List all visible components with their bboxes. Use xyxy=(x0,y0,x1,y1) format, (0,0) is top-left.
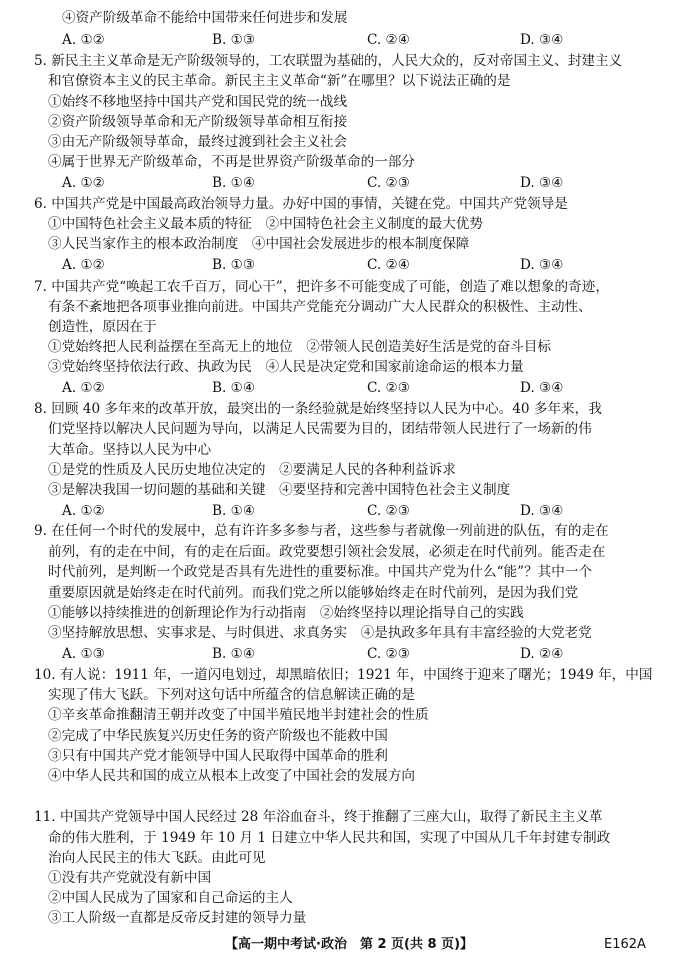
question-10-stem: 10. 有人说：1911 年，一道闪电划过，却黑暗依旧；1921 年，中国终于迎来了曙光；1949 年，中国 xyxy=(34,667,653,683)
question-6-stem: 6. 中国共产党是中国最高政治领导力量。办好中国的事情，关键在党。中国共产党领导是 xyxy=(34,196,568,212)
option-b: B. ①③ xyxy=(212,257,256,273)
answer-item: ①始终不移地坚持中国共产党和国民党的统一战线 xyxy=(48,94,348,110)
option-a: A. ①③ xyxy=(62,646,105,662)
option-b: B. ①④ xyxy=(212,646,256,662)
option-a: A. ①② xyxy=(62,503,105,519)
answer-item: ②资产阶级领导革命和无产阶级领导革命相互衔接 xyxy=(48,114,348,130)
option-d: D. ③④ xyxy=(520,380,564,396)
option-c: C. ②④ xyxy=(367,257,410,273)
question-10-stem-cont: 实现了伟大飞跃。下列对这句话中所蕴含的信息解读正确的是 xyxy=(48,687,416,703)
answer-item: ①辛亥革命推翻清王朝并改变了中国半殖民地半封建社会的性质 xyxy=(48,707,429,723)
question-11-stem-cont: 命的伟大胜利，于 1949 年 10 月 1 日建立中华人民共和国，实现了中国从几千年封建专制政 xyxy=(48,830,611,846)
answer-item: ③由无产阶级领导革命，最终过渡到社会主义社会 xyxy=(48,134,348,150)
question-9-stem-cont: 重要原因就是始终走在时代前列。而我们党之所以能够始终走在时代前列，是因为我们党 xyxy=(48,585,579,601)
answer-item: ①能够以持续推进的创新理论作为行动指南 ②始终坚持以理论指导自己的实践 xyxy=(48,605,524,621)
answer-item: ③坚持解放思想、实事求是、与时俱进、求真务实 ④是执政多年具有丰富经验的大党老党 xyxy=(48,625,592,641)
option-a: A. ①② xyxy=(62,32,105,48)
option-a: A. ①② xyxy=(62,257,105,273)
answer-item: ①中国特色社会主义最本质的特征 ②中国特色社会主义制度的最大优势 xyxy=(48,216,483,232)
option-d: D. ③④ xyxy=(520,503,564,519)
option-c: C. ②④ xyxy=(367,32,410,48)
answer-item: ④中华人民共和国的成立从根本上改变了中国社会的发展方向 xyxy=(48,768,416,784)
option-a: A. ①② xyxy=(62,175,105,191)
option-c: C. ②③ xyxy=(367,646,410,662)
option-c: C. ②③ xyxy=(367,380,410,396)
option-d: D. ③④ xyxy=(520,175,564,191)
option-b: B. ①④ xyxy=(212,175,256,191)
question-8-stem-cont: 们党坚持以解决人民问题为导向，以满足人民需要为目的，团结带领人民进行了一场新的伟 xyxy=(48,421,592,437)
question-7-stem-cont: 有条不紊地把各项事业推向前进。中国共产党能充分调动广大人民群众的积极性、主动性、 xyxy=(48,299,592,315)
option-c: C. ②③ xyxy=(367,503,410,519)
answer-item: ④属于世界无产阶级革命，不再是世界资产阶级革命的一部分 xyxy=(48,154,416,170)
question-8-stem-cont: 大革命。坚持以人民为中心 xyxy=(48,442,212,458)
answer-item: ③工人阶级一直都是反帝反封建的领导力量 xyxy=(48,910,307,926)
option-a: A. ①② xyxy=(62,380,105,396)
answer-item: ③是解决我国一切问题的基础和关键 ④要坚持和完善中国特色社会主义制度 xyxy=(48,482,511,498)
question-8-stem: 8. 回顾 40 多年来的改革开放，最突出的一条经验就是始终坚持以人民为中心。40 多年来，我 xyxy=(34,401,602,417)
question-7-stem-cont: 创造性，原因在于 xyxy=(48,319,157,335)
option-b: B. ①④ xyxy=(212,380,256,396)
answer-item: ②完成了中华民族复兴历史任务的资产阶级也不能救中国 xyxy=(48,728,388,744)
question-11-stem-cont: 治向人民民主的伟大飞跃。由此可见 xyxy=(48,850,266,866)
option-b: B. ①④ xyxy=(212,503,256,519)
option-d: D. ③④ xyxy=(520,32,564,48)
answer-item: ③人民当家作主的根本政治制度 ④中国社会发展进步的根本制度保障 xyxy=(48,236,470,252)
question-5-stem-cont: 和官僚资本主义的民主革命。新民主主义革命“新”在哪里？以下说法正确的是 xyxy=(48,73,511,89)
answer-item: ②中国人民成为了国家和自己命运的主人 xyxy=(48,890,293,906)
answer-item: ①是党的性质及人民历史地位决定的 ②要满足人民的各种利益诉求 xyxy=(48,462,456,478)
answer-item: ③党始终坚持依法行政、执政为民 ④人民是决定党和国家前途命运的根本力量 xyxy=(48,359,524,375)
question-9-stem: 9. 在任何一个时代的发展中，总有许许多多参与者，这些参与者就像一列前进的队伍，有的走在 xyxy=(34,523,609,539)
question-9-stem-cont: 时代前列，是判断一个政党是否具有先进性的重要标准。中国共产党为什么“能”？其中一个 xyxy=(48,564,593,580)
paper-code: E162A xyxy=(604,937,646,952)
option-b: B. ①③ xyxy=(212,32,256,48)
answer-item: ③只有中国共产党才能领导中国人民取得中国革命的胜利 xyxy=(48,748,388,764)
option-d: D. ③④ xyxy=(520,257,564,273)
option-d: D. ②④ xyxy=(520,646,564,662)
answer-item: ①没有共产党就没有新中国 xyxy=(48,870,212,886)
option-c: C. ②③ xyxy=(367,175,410,191)
question-11-stem: 11. 中国共产党领导中国人民经过 28 年浴血奋斗，终于推翻了三座大山，取得了新民主主义革 xyxy=(34,809,603,825)
question-9-stem-cont: 前列，有的走在中间，有的走在后面。政党要想引领社会发展，必须走在时代前列。能否走在 xyxy=(48,544,606,560)
answer-item: ④资产阶级革命不能给中国带来任何进步和发展 xyxy=(62,10,348,26)
question-5-stem: 5. 新民主主义革命是无产阶级领导的，工农联盟为基础的，人民大众的，反对帝国主义、封建主义 xyxy=(34,53,623,69)
page-footer: 【高一期中考试·政治 第 2 页(共 8 页)】 xyxy=(225,937,474,952)
question-7-stem: 7. 中国共产党“唤起工农千百万，同心干”，把许多不可能变成了可能，创造了难以想象的奇迹， xyxy=(34,279,609,295)
answer-item: ①党始终把人民利益摆在至高无上的地位 ②带领人民创造美好生活是党的奋斗目标 xyxy=(48,339,551,355)
